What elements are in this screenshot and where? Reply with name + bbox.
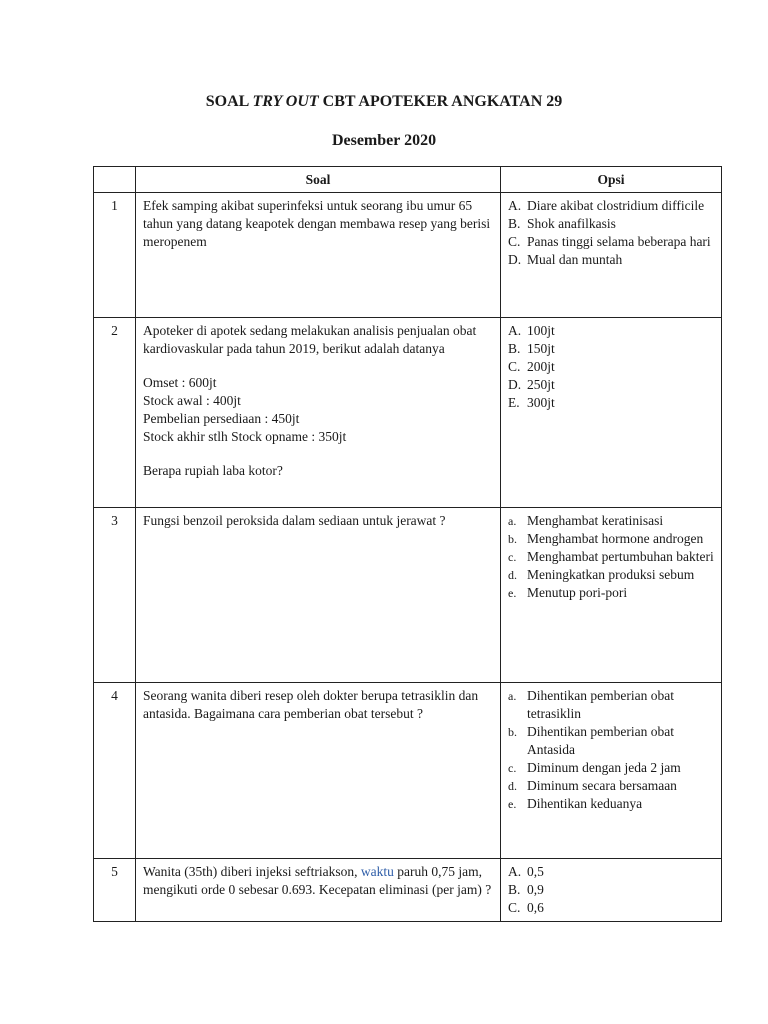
option-item	[508, 548, 717, 566]
question-number: 4	[94, 683, 136, 859]
option-label: b.	[508, 532, 517, 546]
option-text: 0,9	[527, 882, 544, 897]
option-text: 100jt	[527, 323, 555, 338]
table-row	[94, 683, 722, 859]
option-label: A.	[508, 864, 522, 879]
option-item	[508, 863, 717, 881]
option-label: b.	[508, 725, 517, 739]
option-label: D.	[508, 252, 522, 267]
option-text: 0,5	[527, 864, 544, 879]
question-line: Stock akhir stlh Stock opname : 350jt	[143, 429, 347, 444]
option-item	[508, 566, 717, 584]
table-row	[94, 318, 722, 508]
option-label: C.	[508, 900, 521, 915]
option-text: Menghambat pertumbuhan bakteri	[527, 549, 714, 564]
paragraph-gap	[143, 446, 494, 462]
question-line: Fungsi benzoil peroksida dalam sediaan untuk jerawat ?	[143, 513, 446, 528]
option-item	[508, 687, 717, 723]
option-text: 250jt	[527, 377, 555, 392]
option-text: Menghambat keratinisasi	[527, 513, 664, 528]
options-list	[508, 687, 717, 813]
options-list	[508, 863, 717, 917]
option-label: A.	[508, 323, 522, 338]
options-cell	[501, 318, 722, 508]
option-text: Panas tinggi selama beberapa hari	[527, 234, 711, 249]
option-item	[508, 795, 717, 813]
question-line: Efek samping akibat superinfeksi untuk seorang ibu umur 65 tahun yang datang keapotek dengan membawa resep yang berisi meropenem	[143, 198, 491, 249]
option-text: Menghambat hormone androgen	[527, 531, 704, 546]
option-item	[508, 340, 717, 358]
question-line: Berapa rupiah laba kotor?	[143, 463, 283, 478]
options-list	[508, 512, 717, 602]
question-line: Stock awal : 400jt	[143, 393, 241, 408]
option-text: Dihentikan pemberian obat tetrasiklin	[527, 688, 674, 721]
option-item	[508, 881, 717, 899]
question-text	[136, 508, 501, 683]
option-label: C.	[508, 234, 521, 249]
header-opsi: Opsi	[501, 167, 722, 193]
option-label: C.	[508, 359, 521, 374]
highlighted-word: waktu	[360, 864, 394, 879]
question-number: 3	[94, 508, 136, 683]
question-number: 2	[94, 318, 136, 508]
option-label: B.	[508, 341, 521, 356]
option-label: d.	[508, 779, 517, 793]
table-row	[94, 508, 722, 683]
option-label: B.	[508, 882, 521, 897]
option-label: a.	[508, 689, 517, 703]
question-text	[136, 859, 501, 922]
document-date: Desember 2020	[331, 132, 437, 149]
option-text: Shok anafilkasis	[527, 216, 616, 231]
title-suffix: CBT APOTEKER ANGKATAN 29	[318, 93, 563, 110]
option-label: E.	[508, 395, 520, 410]
header-number	[94, 167, 136, 193]
option-label: B.	[508, 216, 521, 231]
option-label: A.	[508, 198, 522, 213]
question-number: 1	[94, 193, 136, 318]
options-cell	[501, 683, 722, 859]
options-cell	[501, 193, 722, 318]
option-item	[508, 584, 717, 602]
option-label: a.	[508, 514, 517, 528]
question-number: 5	[94, 859, 136, 922]
options-cell	[501, 859, 722, 922]
option-text: 200jt	[527, 359, 555, 374]
option-item	[508, 723, 717, 759]
question-text-after: paruh 0,75 jam, mengikuti orde 0 sebesar 0.693. Kecepatan eliminasi (per jam) ?	[143, 864, 492, 897]
option-label: D.	[508, 377, 522, 392]
option-item	[508, 759, 717, 777]
option-text: Menutup pori-pori	[527, 585, 628, 600]
question-line: Omset : 600jt	[143, 375, 217, 390]
option-item	[508, 394, 717, 412]
option-label: e.	[508, 797, 517, 811]
header-soal: Soal	[136, 167, 501, 193]
option-item	[508, 899, 717, 917]
option-text: 300jt	[527, 395, 555, 410]
option-text: 150jt	[527, 341, 555, 356]
options-list	[508, 322, 717, 412]
option-text: Mual dan muntah	[527, 252, 623, 267]
question-text	[136, 193, 501, 318]
question-table	[93, 166, 722, 922]
option-label: c.	[508, 761, 517, 775]
question-line	[143, 863, 494, 899]
table-header-row	[94, 167, 722, 193]
option-label: c.	[508, 550, 517, 564]
option-label: d.	[508, 568, 517, 582]
option-text: Diminum secara bersamaan	[527, 778, 677, 793]
options-list	[508, 197, 717, 269]
option-item	[508, 322, 717, 340]
question-text-before: Wanita (35th) diberi injeksi seftriakson,	[143, 864, 361, 879]
question-line: Seorang wanita diberi resep oleh dokter berupa tetrasiklin dan antasida. Bagaimana cara pemberian obat tersebut ?	[143, 688, 479, 721]
option-text: Dihentikan keduanya	[527, 796, 643, 811]
option-item	[508, 197, 717, 215]
question-text	[136, 683, 501, 859]
paragraph-gap	[143, 358, 494, 374]
option-item	[508, 233, 717, 251]
option-text: Dihentikan pemberian obat Antasida	[527, 724, 674, 757]
document-title	[0, 93, 768, 111]
title-prefix: SOAL	[205, 93, 253, 110]
option-item	[508, 777, 717, 795]
option-text: Meningkatkan produksi sebum	[527, 567, 695, 582]
option-text: Diare akibat clostridium difficile	[527, 198, 705, 213]
question-line: Pembelian persediaan : 450jt	[143, 411, 300, 426]
title-italic: TRY OUT	[252, 93, 319, 110]
option-label: e.	[508, 586, 517, 600]
options-cell	[501, 508, 722, 683]
option-item	[508, 251, 717, 269]
question-line: Apoteker di apotek sedang melakukan analisis penjualan obat kardiovaskular pada tahun 2019, berikut adalah datanya	[143, 323, 477, 356]
table-row	[94, 193, 722, 318]
option-item	[508, 215, 717, 233]
option-text: 0,6	[527, 900, 544, 915]
option-item	[508, 376, 717, 394]
option-text: Diminum dengan jeda 2 jam	[527, 760, 681, 775]
question-text	[136, 318, 501, 508]
table-row	[94, 859, 722, 922]
option-item	[508, 358, 717, 376]
option-item	[508, 512, 717, 530]
option-item	[508, 530, 717, 548]
